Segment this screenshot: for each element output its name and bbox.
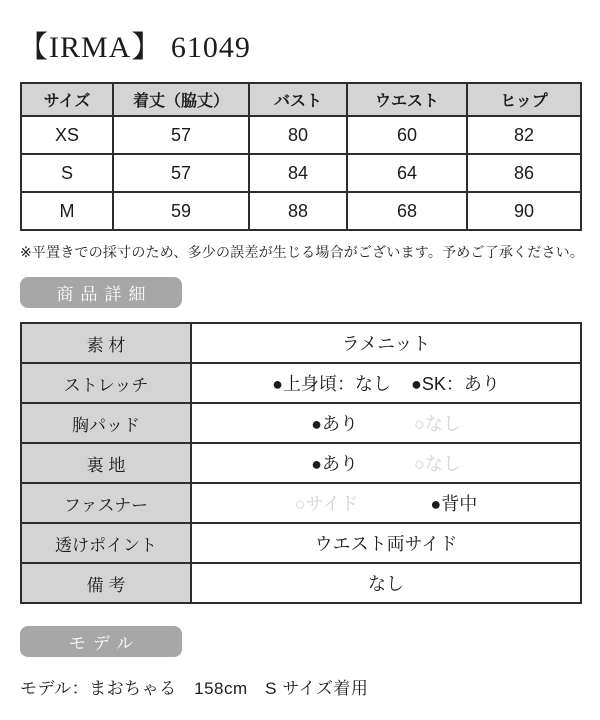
- size-cell-hip: 82: [467, 116, 581, 154]
- size-col-header-bust: バスト: [249, 83, 347, 116]
- product-details-section-badge: 商品詳細: [20, 277, 182, 308]
- size-cell-size: XS: [21, 116, 113, 154]
- detail-value: [191, 483, 581, 523]
- option-inactive: ○なし: [414, 414, 461, 434]
- detail-label: ストレッチ: [21, 363, 191, 403]
- option-inactive: ○なし: [414, 454, 461, 474]
- detail-value: [191, 403, 581, 443]
- size-row-m: [21, 192, 581, 230]
- size-table-header-row: [21, 83, 581, 116]
- measurement-note: ※平置きでの採寸のため、多少の誤差が生じる場合がございます。予めご了承ください。: [20, 244, 585, 260]
- size-cell-waist: 64: [347, 154, 467, 192]
- detail-value: [191, 363, 581, 403]
- option-active: ●上身頃：なし: [272, 374, 391, 394]
- detail-value: なし: [191, 563, 581, 603]
- detail-label: 透けポイント: [21, 523, 191, 563]
- option-active: ●あり: [311, 454, 358, 474]
- size-col-header-size: サイズ: [21, 83, 113, 116]
- size-cell-size: S: [21, 154, 113, 192]
- option-active: ●SK：あり: [410, 374, 500, 394]
- option-inactive: ○サイド: [294, 494, 359, 514]
- detail-row-chest-pad: [21, 403, 581, 443]
- detail-value: ウエスト両サイド: [191, 523, 581, 563]
- size-col-header-hip: ヒップ: [467, 83, 581, 116]
- size-col-header-length: 着丈（脇丈）: [113, 83, 249, 116]
- detail-row-sheer-point: [21, 523, 581, 563]
- size-col-header-waist: ウエスト: [347, 83, 467, 116]
- size-cell-bust: 88: [249, 192, 347, 230]
- detail-row-lining: [21, 443, 581, 483]
- size-cell-bust: 80: [249, 116, 347, 154]
- size-cell-hip: 90: [467, 192, 581, 230]
- size-cell-waist: 68: [347, 192, 467, 230]
- size-cell-length: 57: [113, 116, 249, 154]
- size-cell-size: M: [21, 192, 113, 230]
- option-group: [192, 370, 580, 396]
- details-table: [20, 322, 582, 604]
- option-active: ●あり: [311, 414, 358, 434]
- model-section-badge: モデル: [20, 626, 182, 657]
- option-group: [192, 450, 580, 476]
- size-cell-bust: 84: [249, 154, 347, 192]
- size-cell-hip: 86: [467, 154, 581, 192]
- detail-label: 素 材: [21, 323, 191, 363]
- size-cell-waist: 60: [347, 116, 467, 154]
- size-table: [20, 82, 582, 231]
- detail-value: [191, 443, 581, 483]
- page-title: 【IRMA】 61049: [18, 31, 251, 64]
- detail-label: 備 考: [21, 563, 191, 603]
- detail-label: 胸パッド: [21, 403, 191, 443]
- detail-row-remarks: [21, 563, 581, 603]
- option-group: [192, 490, 580, 516]
- option-active: ●背中: [430, 494, 478, 514]
- detail-value: ラメニット: [191, 323, 581, 363]
- detail-row-material: [21, 323, 581, 363]
- size-row-xs: [21, 116, 581, 154]
- size-row-s: [21, 154, 581, 192]
- detail-row-stretch: [21, 363, 581, 403]
- size-cell-length: 59: [113, 192, 249, 230]
- option-group: [192, 410, 580, 436]
- model-info: モデル：まおちゃる 158cm S サイズ着用: [20, 679, 369, 698]
- size-cell-length: 57: [113, 154, 249, 192]
- detail-label: ファスナー: [21, 483, 191, 523]
- detail-row-fastener: [21, 483, 581, 523]
- detail-label: 裏 地: [21, 443, 191, 483]
